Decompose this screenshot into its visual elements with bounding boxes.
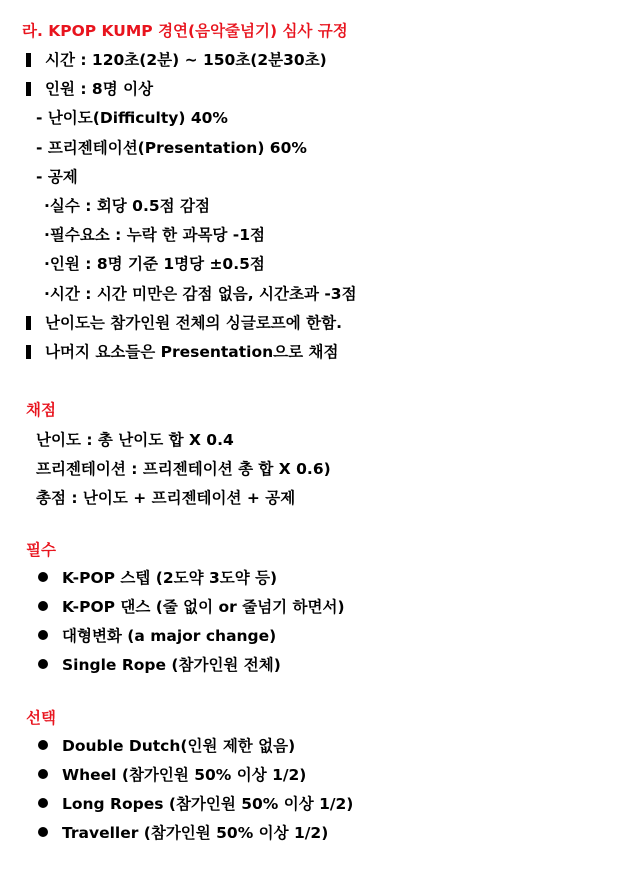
note-difficulty: 난이도는 참가인원 전체의 싱글로프에 한함. xyxy=(26,313,342,333)
bullet-dot-icon xyxy=(38,769,48,779)
scoring-line-difficulty: 난이도 : 총 난이도 합 X 0.4 xyxy=(36,431,234,449)
deduction-required: ·필수요소 : 누락 한 과목당 -1점 xyxy=(44,226,265,244)
required-item: K-POP 스텝 (2도약 3도약 등) xyxy=(38,568,277,588)
required-item: Single Rope (참가인원 전체) xyxy=(38,655,281,675)
optional-item: Double Dutch(인원 제한 없음) xyxy=(38,736,295,756)
scoring-heading: 채점 xyxy=(26,401,56,419)
square-bullet-icon xyxy=(26,316,31,330)
square-bullet-icon xyxy=(26,53,31,67)
square-bullet-icon xyxy=(26,82,31,96)
deduction-time: ·시간 : 시간 미만은 감점 없음, 시간초과 -3점 xyxy=(44,285,357,303)
scoring-line-presentation: 프리젠테이션 : 프리젠테이션 총 합 X 0.6) xyxy=(36,460,331,478)
optional-item: Long Ropes (참가인원 50% 이상 1/2) xyxy=(38,794,353,814)
bullet-dot-icon xyxy=(38,601,48,611)
scoring-line-total: 총점 : 난이도 + 프리젠테이션 + 공제 xyxy=(36,489,296,507)
optional-heading: 선택 xyxy=(26,709,56,727)
page-title: 라. KPOP KUMP 경연(음악줄넘기) 심사 규정 xyxy=(22,22,348,40)
required-item: K-POP 댄스 (줄 없이 or 줄넘기 하면서) xyxy=(38,597,345,617)
criterion-deduction: - 공제 xyxy=(36,168,78,186)
bullet-dot-icon xyxy=(38,659,48,669)
required-heading: 필수 xyxy=(26,541,56,559)
square-bullet-icon xyxy=(26,345,31,359)
bullet-dot-icon xyxy=(38,827,48,837)
criterion-difficulty: - 난이도(Difficulty) 40% xyxy=(36,109,228,127)
rule-time: 시간 : 120초(2분) ~ 150초(2분30초) xyxy=(26,50,327,70)
bullet-dot-icon xyxy=(38,798,48,808)
bullet-dot-icon xyxy=(38,572,48,582)
optional-item: Wheel (참가인원 50% 이상 1/2) xyxy=(38,765,306,785)
criterion-presentation: - 프리젠테이션(Presentation) 60% xyxy=(36,139,307,157)
rule-members: 인원 : 8명 이상 xyxy=(26,79,153,99)
note-presentation: 나머지 요소들은 Presentation으로 채점 xyxy=(26,342,338,362)
optional-item: Traveller (참가인원 50% 이상 1/2) xyxy=(38,823,328,843)
bullet-dot-icon xyxy=(38,630,48,640)
bullet-dot-icon xyxy=(38,740,48,750)
required-item: 대형변화 (a major change) xyxy=(38,626,276,646)
deduction-mistake: ·실수 : 회당 0.5점 감점 xyxy=(44,197,210,215)
deduction-members: ·인원 : 8명 기준 1명당 ±0.5점 xyxy=(44,255,265,273)
